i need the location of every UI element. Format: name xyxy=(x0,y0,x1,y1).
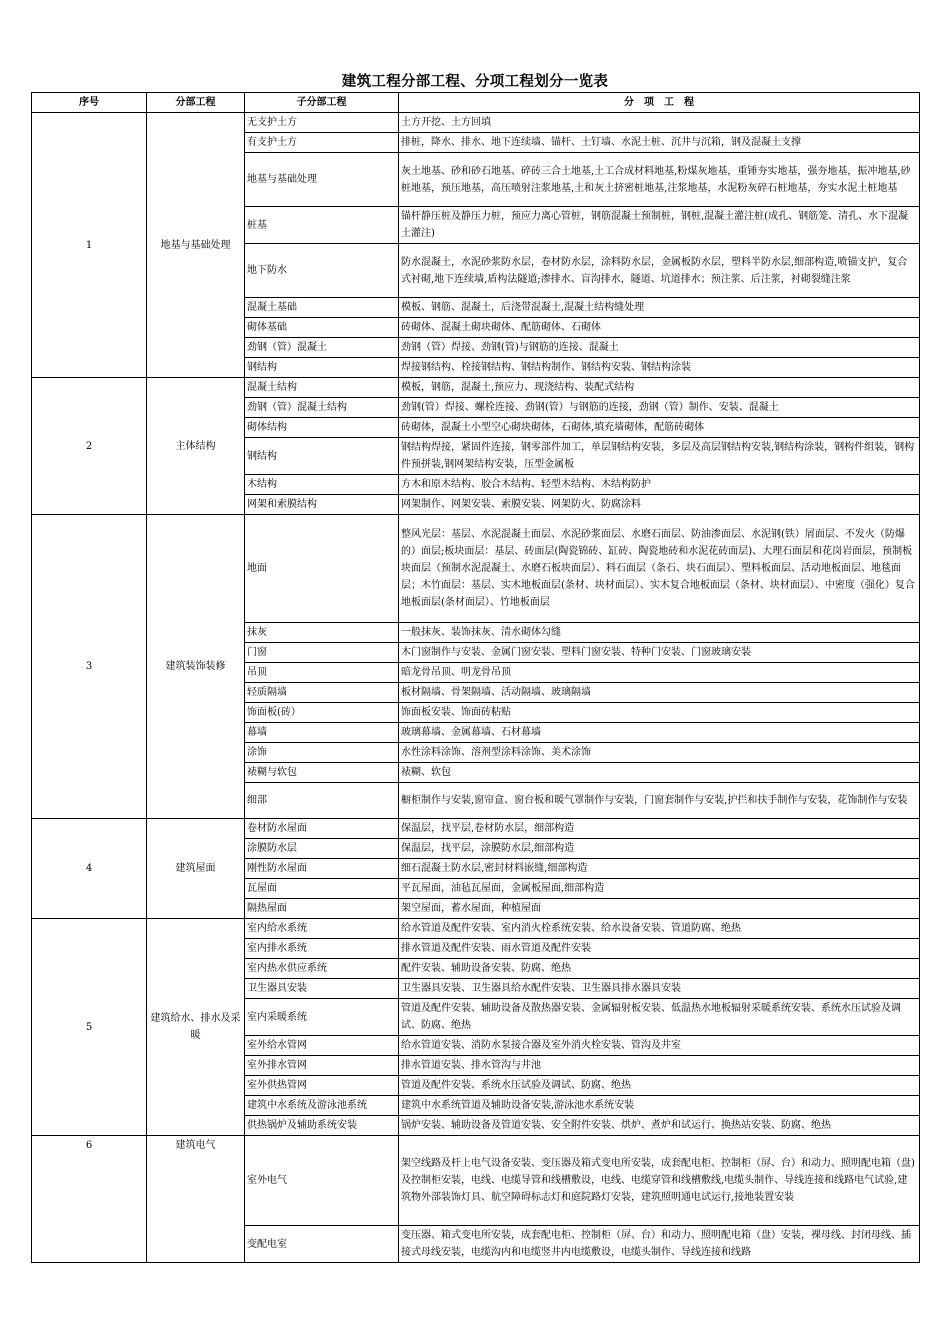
item-list: 钢结构焊接，紧固件连接，钢零部件加工，单层钢结构安装，多层及高层钢结构安装,钢结构涂装，钢构件组装，钢构件预拼装,钢网架结构安装，压型金属板 xyxy=(399,438,920,475)
table-header-row xyxy=(32,93,920,113)
subdivision-name: 室内给水系统 xyxy=(245,919,399,939)
item-list: 暗龙骨吊顶、明龙骨吊顶 xyxy=(399,663,920,683)
item-list: 方木和原木结构、胶合木结构、轻型木结构、木结构防护 xyxy=(399,475,920,495)
group-number: 2 xyxy=(32,378,147,515)
item-list: 砖砌体、混凝土砌块砌体、配筋砌体、石砌体 xyxy=(399,318,920,338)
item-list: 给水管道及配件安装、室内消火栓系统安装、给水设备安装、管道防腐、绝热 xyxy=(399,919,920,939)
item-list: 橱柜制作与安装,窗帘盒、窗台板和暖气罩制作与安装，门窗套制作与安装,护拦和扶手制作与安装，花饰制作与安装 xyxy=(399,783,920,819)
division-name: 建筑电气 xyxy=(147,1136,245,1263)
subdivision-name: 无支护土方 xyxy=(245,113,399,133)
subdivision-name: 裱糊与软包 xyxy=(245,763,399,783)
header-items: 分 项 工 程 xyxy=(399,93,920,113)
group-number: 3 xyxy=(32,515,147,819)
subdivision-name: 吊顶 xyxy=(245,663,399,683)
subdivision-name: 细部 xyxy=(245,783,399,819)
subdivision-name: 室外给水管网 xyxy=(245,1036,399,1056)
item-list: 给水管道安装、消防水泵接合器及室外消火栓安装、管沟及井室 xyxy=(399,1036,920,1056)
item-list: 配件安装、辅助设备安装、防腐、绝热 xyxy=(399,959,920,979)
item-list: 保温层，找平层，涂膜防水层,细部构造 xyxy=(399,839,920,859)
item-list: 灰土地基、砂和砂石地基、碎砖三合土地基,土工合成材料地基,粉煤灰地基，重锤夯实地基，强夯地基，振冲地基,砂桩地基，预压地基，高压喷射注浆地基,土和灰土挤密桩地基,注浆地基，水泥粉灰碎石桩地基，夯实水泥土桩地基 xyxy=(399,153,920,207)
subdivision-name: 砌体结构 xyxy=(245,418,399,438)
item-list: 裱糊、软包 xyxy=(399,763,920,783)
subdivision-name: 混凝土结构 xyxy=(245,378,399,398)
subdivision-name: 供热锅炉及辅助系统安装 xyxy=(245,1116,399,1136)
subdivision-name: 钢结构 xyxy=(245,438,399,475)
group-number: 1 xyxy=(32,113,147,378)
division-table xyxy=(31,92,920,1263)
subdivision-name: 隔热屋面 xyxy=(245,899,399,919)
subdivision-name: 木结构 xyxy=(245,475,399,495)
subdivision-name: 劲钢（管）混凝土 xyxy=(245,338,399,358)
item-list: 卫生器具安装、卫生器具给水配件安装、卫生器具排水器具安装 xyxy=(399,979,920,999)
item-list: 饰面板安装、饰面砖粘贴 xyxy=(399,703,920,723)
division-name: 建筑给水、排水及采暖 xyxy=(147,919,245,1136)
item-list: 平瓦屋面，油毡瓦屋面，金属板屋面,细部构造 xyxy=(399,879,920,899)
item-list: 架空线路及杆上电气设备安装、变压器及箱式变电所安装，成套配电柜、控制柜（屏、台）和动力、照明配电箱（盘)及控制柜安装，电线、电缆导管和线槽敷设，电线、电缆穿管和线槽敷线,电缆头制作、导线连接和线路电气试验,建筑物外部装饰灯具、航空障碍标志灯和庭院路灯安装，建筑照明通电试运行,接地装置安装 xyxy=(399,1136,920,1226)
subdivision-name: 室外电气 xyxy=(245,1136,399,1226)
subdivision-name: 建筑中水系统及游泳池系统 xyxy=(245,1096,399,1116)
item-list: 排水管道安装、排水管沟与井池 xyxy=(399,1056,920,1076)
item-list: 水性涂料涂饰、溶剂型涂料涂饰、美术涂饰 xyxy=(399,743,920,763)
subdivision-name: 卫生器具安装 xyxy=(245,979,399,999)
item-list: 劲钢(管）焊接、螺栓连接、劲钢(管）与钢筋的连接，劲钢（管）制作、安装、混凝土 xyxy=(399,398,920,418)
header-subdivision: 子分部工程 xyxy=(245,93,399,113)
table-body xyxy=(32,113,920,1263)
item-list: 模板，钢筋，混凝土,预应力、现浇结构、装配式结构 xyxy=(399,378,920,398)
subdivision-name: 有支护土方 xyxy=(245,133,399,153)
item-list: 板材隔墙、骨架隔墙、活动隔墙、玻璃隔墙 xyxy=(399,683,920,703)
document-page xyxy=(31,72,919,1263)
document-title: 建筑工程分部工程、分项工程划分一览表 xyxy=(341,74,609,90)
table-row xyxy=(32,1136,920,1226)
table-row xyxy=(32,515,920,623)
item-list: 劲钢（管）焊接、劲钢(管)与钢筋的连接、混凝土 xyxy=(399,338,920,358)
item-list: 一般抹灰、装饰抹灰、清水砌体勾缝 xyxy=(399,623,920,643)
item-list: 管道及配件安装、系统水压试验及调试、防腐、绝热 xyxy=(399,1076,920,1096)
subdivision-name: 室内采暖系统 xyxy=(245,999,399,1036)
table-row xyxy=(32,113,920,133)
item-list: 土方开挖、土方回填 xyxy=(399,113,920,133)
table-row xyxy=(32,378,920,398)
item-list: 整风光层：基层、水泥混凝土面层、水泥砂浆面层、水磨石面层、防油渗面层、水泥钢(铁）屑面层、不发火（防爆的）面层;板块面层：基层、砖面层(陶瓷锦砖、缸砖、陶瓷地砖和水泥花砖面层)、大理石面层和花岗岩面层，预制板块面层（预制水泥混凝土、水磨石板块面层）、料石面层（条石、块石面层）、塑料板面层、活动地板面层、地毯面层；木竹面层：基层、实木地板面层(条材、块材面层）、实木复合地板面层（条材、块材面层）、中密度（强化）复合地板面层(条材面层）、竹地板面层 xyxy=(399,515,920,623)
subdivision-name: 门窗 xyxy=(245,643,399,663)
group-number: 6 xyxy=(32,1136,147,1263)
subdivision-name: 混凝土基础 xyxy=(245,298,399,318)
subdivision-name: 涂饰 xyxy=(245,743,399,763)
subdivision-name: 室外供热管网 xyxy=(245,1076,399,1096)
subdivision-name: 网架和索膜结构 xyxy=(245,495,399,515)
subdivision-name: 劲钢（管）混凝土结构 xyxy=(245,398,399,418)
division-name: 建筑屋面 xyxy=(147,819,245,919)
subdivision-name: 地基与基础处理 xyxy=(245,153,399,207)
subdivision-name: 涂膜防水层 xyxy=(245,839,399,859)
item-list: 变压器、箱式变电所安装，成套配电柜、控制柜（屏、台）和动力、照明配电箱（盘）安装，裸母线、封闭母线、插接式母线安装，电缆沟内和电缆竖井内电缆敷设，电缆头制作、导线连接和线路 xyxy=(399,1226,920,1263)
subdivision-name: 瓦屋面 xyxy=(245,879,399,899)
subdivision-name: 地面 xyxy=(245,515,399,623)
item-list: 玻璃幕墙、金属幕墙、石材幕墙 xyxy=(399,723,920,743)
table-row xyxy=(32,919,920,939)
subdivision-name: 室内热水供应系统 xyxy=(245,959,399,979)
subdivision-name: 砌体基础 xyxy=(245,318,399,338)
group-number: 4 xyxy=(32,819,147,919)
division-name: 主体结构 xyxy=(147,378,245,515)
item-list: 锅炉安装、辅助设备及管道安装、安全附件安装、烘炉、煮炉和试运行、换热站安装、防腐、绝热 xyxy=(399,1116,920,1136)
item-list: 架空屋面，蓄水屋面，种植屋面 xyxy=(399,899,920,919)
subdivision-name: 幕墙 xyxy=(245,723,399,743)
subdivision-name: 桩基 xyxy=(245,207,399,244)
item-list: 建筑中水系统管道及辅助设备安装,游泳池水系统安装 xyxy=(399,1096,920,1116)
table-row xyxy=(32,819,920,839)
subdivision-name: 室内排水系统 xyxy=(245,939,399,959)
subdivision-name: 刚性防水屋面 xyxy=(245,859,399,879)
header-number: 序号 xyxy=(32,93,147,113)
subdivision-name: 变配电室 xyxy=(245,1226,399,1263)
item-list: 排水管道及配件安装、雨水管道及配件安装 xyxy=(399,939,920,959)
item-list: 排桩，降水、排水、地下连续墙、锚杆、土钉墙、水泥土桩、沉井与沉箱，钢及混凝土支撑 xyxy=(399,133,920,153)
item-list: 锚杆静压桩及静压力桩，预应力离心管桩，钢筋混凝土预制桩，钢桩,混凝土灌注桩(成孔、钢筋笼、清孔、水下混凝土灌注) xyxy=(399,207,920,244)
subdivision-name: 卷材防水屋面 xyxy=(245,819,399,839)
header-division: 分部工程 xyxy=(147,93,245,113)
group-number: 5 xyxy=(32,919,147,1136)
subdivision-name: 钢结构 xyxy=(245,358,399,378)
division-name: 地基与基础处理 xyxy=(147,113,245,378)
subdivision-name: 地下防水 xyxy=(245,244,399,298)
division-name: 建筑装饰装修 xyxy=(147,515,245,819)
item-list: 焊接钢结构、栓接钢结构、钢结构制作、钢结构安装、钢结构涂装 xyxy=(399,358,920,378)
subdivision-name: 抹灰 xyxy=(245,623,399,643)
item-list: 木门窗制作与安装、金属门窗安装、塑料门窗安装、特种门安装、门窗玻璃安装 xyxy=(399,643,920,663)
item-list: 细石混凝土防水层,密封材料嵌缝,细部构造 xyxy=(399,859,920,879)
item-list: 保温层，找平层,卷材防水层，细部构造 xyxy=(399,819,920,839)
item-list: 防水混凝土，水泥砂浆防水层，卷材防水层，涂料防水层，金属板防水层，塑料半防水层,细部构造,喷锚支护，复合式衬砌,地下连续墙,盾构法隧道;渗排水、盲沟排水，隧道、坑道排水；预注浆、后注浆，衬砌裂缝注浆 xyxy=(399,244,920,298)
item-list: 砖砌体，混凝土小型空心砌块砌体，石砌体,填充墙砌体，配筋砖砌体 xyxy=(399,418,920,438)
item-list: 管道及配件安装、辅助设备及散热器安装、金属辐射板安装、低温热水地板辐射采暖系统安装、系统水压试验及调试、防腐、绝热 xyxy=(399,999,920,1036)
item-list: 网架制作、网架安装、索膜安装、网架防火、防腐涂料 xyxy=(399,495,920,515)
item-list: 模板、钢筋、混凝土，后浇带混凝土,混凝土结构缝处理 xyxy=(399,298,920,318)
subdivision-name: 饰面板(砖） xyxy=(245,703,399,723)
subdivision-name: 室外排水管网 xyxy=(245,1056,399,1076)
subdivision-name: 轻质隔墙 xyxy=(245,683,399,703)
